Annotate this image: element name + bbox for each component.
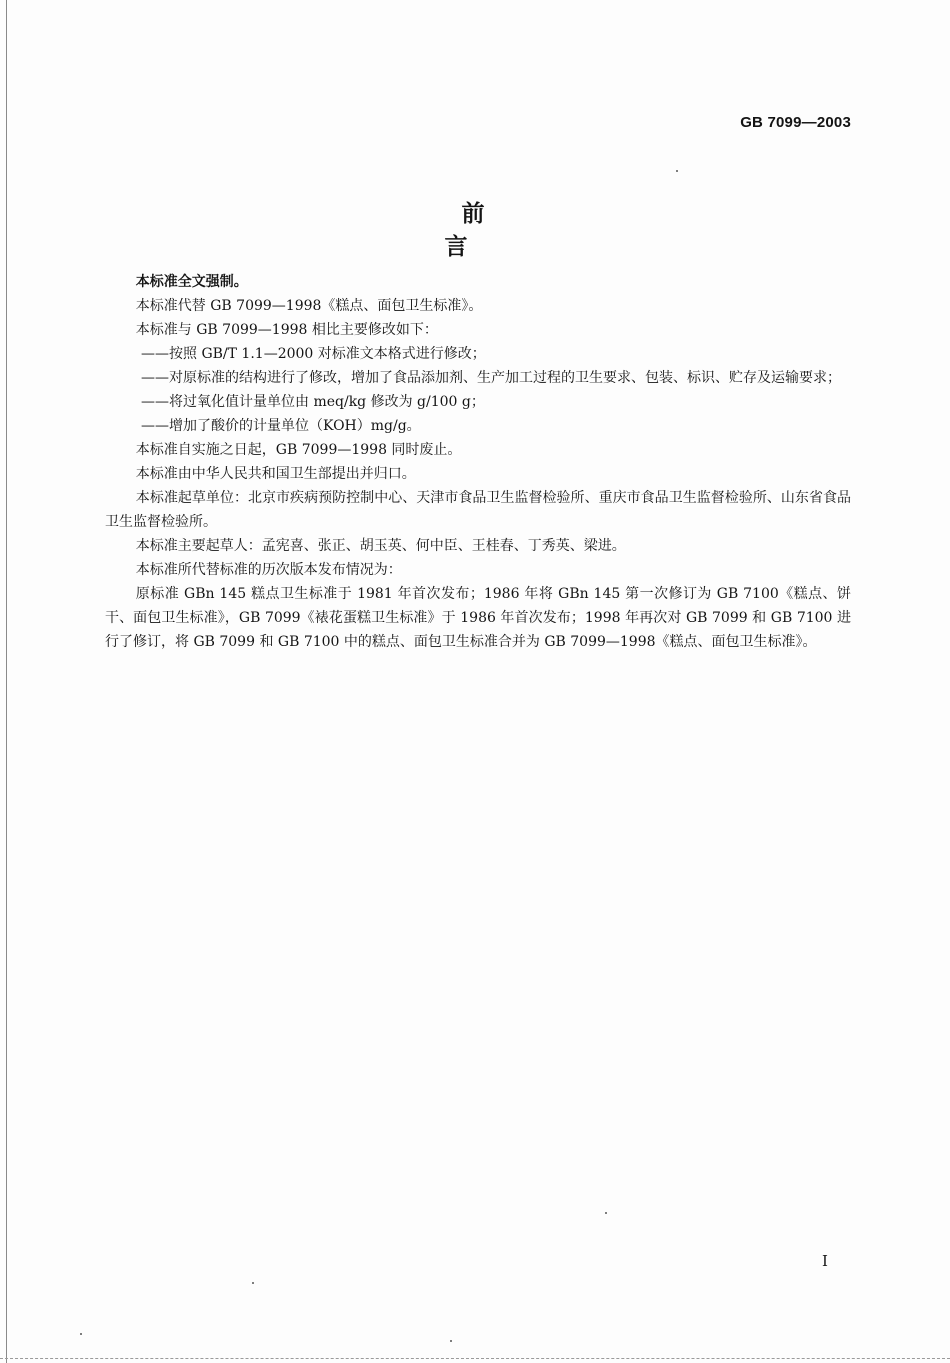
document-body bbox=[105, 270, 851, 654]
paragraph-history-intro: 本标准所代替标准的历次版本发布情况为： bbox=[135, 562, 402, 578]
standard-code: GB 7099—2003 bbox=[740, 114, 851, 131]
paragraph-replaces: 本标准代替 GB 7099—1998《糕点、面包卫生标准》。 bbox=[135, 298, 483, 314]
scan-speck bbox=[80, 1333, 82, 1335]
paragraph-drafters: 本标准主要起草人：孟宪喜、张正、胡玉英、何中臣、王桂春、丁秀英、梁进。 bbox=[135, 538, 626, 554]
paragraph-proposer: 本标准由中华人民共和国卫生部提出并归口。 bbox=[135, 466, 416, 482]
scan-speck bbox=[605, 1212, 607, 1214]
paragraph-abolish: 本标准自实施之日起，GB 7099—1998 同时废止。 bbox=[135, 442, 462, 458]
list-item-change-1: ——按照 GB/T 1.1—2000 对标准文本格式进行修改； bbox=[141, 346, 486, 362]
scan-speck bbox=[450, 1340, 452, 1342]
scan-speck bbox=[252, 1282, 254, 1284]
paragraph-mandatory: 本标准全文强制。 bbox=[135, 274, 248, 290]
list-item-change-3: ——将过氧化值计量单位由 meq/kg 修改为 g/100 g； bbox=[141, 394, 485, 410]
scan-speck bbox=[676, 170, 678, 172]
paragraph-drafting-units: 本标准起草单位：北京市疾病预防控制中心、天津市食品卫生监督检验所、重庆市食品卫生监督检验所、山东省食品卫生监督检验所。 bbox=[105, 490, 851, 530]
page-bottom-edge bbox=[0, 1358, 950, 1359]
page-title: 前言 bbox=[444, 201, 519, 260]
list-item-change-2: ——对原标准的结构进行了修改，增加了食品添加剂、生产加工过程的卫生要求、包装、标识、贮存及运输要求； bbox=[141, 370, 841, 386]
list-item-change-4: ——增加了酸价的计量单位（KOH）mg/g。 bbox=[141, 418, 421, 434]
paragraph-changes-intro: 本标准与 GB 7099—1998 相比主要修改如下： bbox=[135, 322, 438, 338]
page-left-edge bbox=[6, 0, 7, 1363]
page-number: I bbox=[822, 1252, 828, 1270]
paragraph-history: 原标准 GBn 145 糕点卫生标准于 1981 年首次发布；1986 年将 GBn 145 第一次修订为 GB 7100《糕点、饼干、面包卫生标准》，GB 7099《裱花蛋糕卫生标准》于 1986 年首次发布；1998 年再次对 GB 7099 和 GB 7100 进行了修订，将 GB 7099 和 GB 7100 中的糕点、面包卫生标准合并为 GB 7099—1998《糕点、面包卫生标准》。 bbox=[105, 586, 851, 650]
